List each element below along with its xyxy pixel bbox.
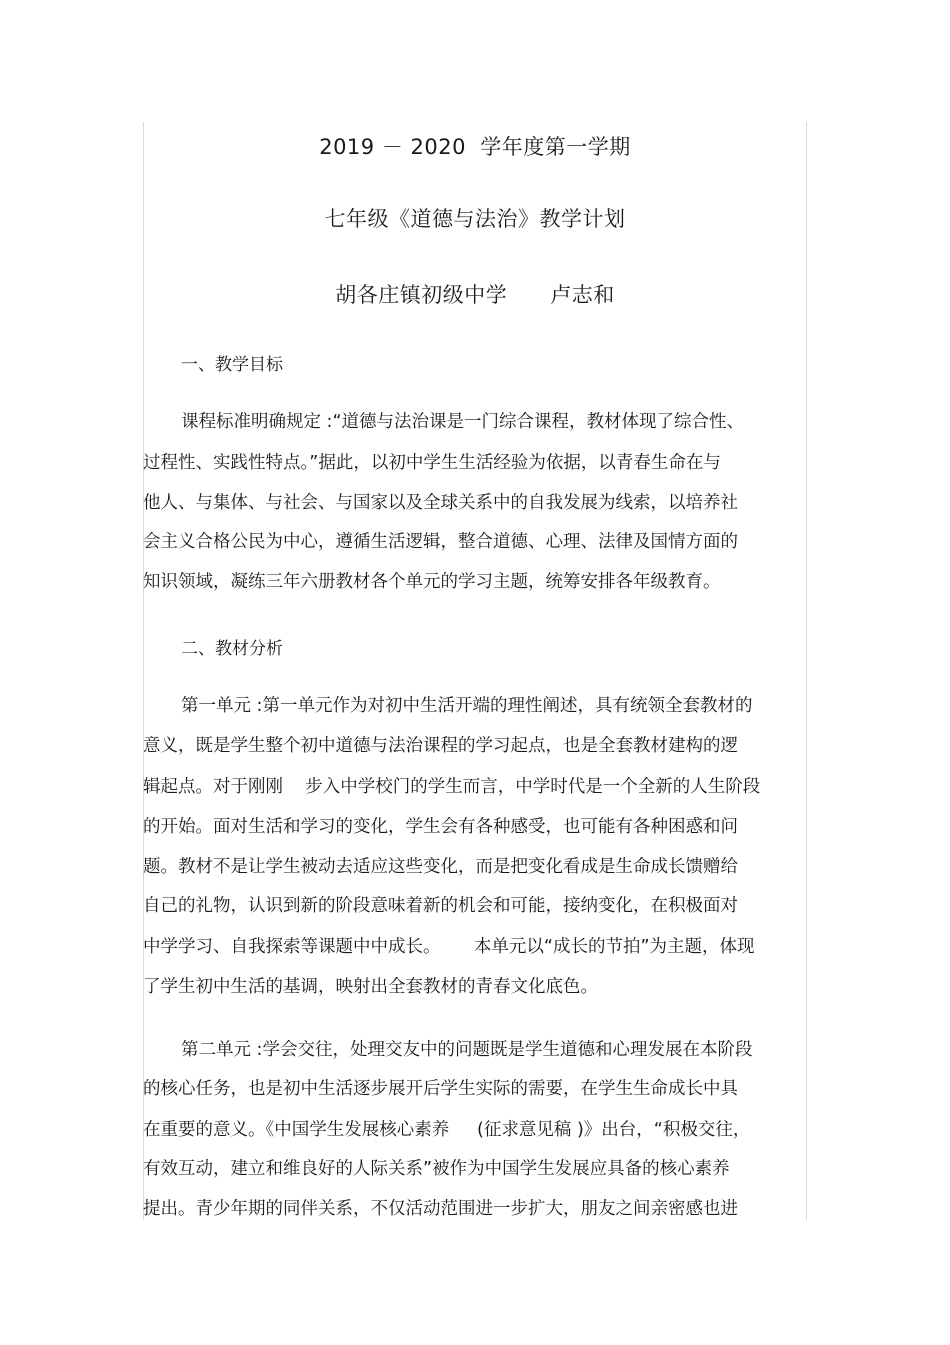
paragraph-line: 意义，既是学生整个初中道德与法治课程的学习起点，也是全套教材建构的逻 <box>143 736 738 756</box>
paragraph-line: 会主义合格公民为中心，遵循生活逻辑，整合道德、心理、法律及国情方面的 <box>143 532 738 552</box>
document-title-year: 2019 － 2020 学年度第一学期 <box>319 135 631 159</box>
paragraph-line: 了学生初中生活的基调，映射出全套教材的青春文化底色。 <box>143 977 598 997</box>
paragraph-line: 题。教材不是让学生被动去适应这些变化，而是把变化看成是生命成长馈赠给 <box>143 857 738 877</box>
paragraph-line: 第二单元 :学会交往，处理交友中的问题既是学生道德和心理发展在本阶段 <box>181 1040 753 1060</box>
document-author: 胡各庄镇初级中学 卢志和 <box>335 283 615 307</box>
document-title-plan: 七年级《道德与法治》教学计划 <box>324 207 626 231</box>
paragraph-line: 的核心任务，也是初中生活逐步展开后学生实际的需要，在学生生命成长中具 <box>143 1079 738 1099</box>
paragraph-line: 在重要的意义。《中国学生发展核心素养 (征求意见稿 )》出台，“积极交往， <box>143 1120 751 1140</box>
paragraph-line: 他人、与集体、与社会、与国家以及全球关系中的自我发展为线索，以培养社 <box>143 493 738 513</box>
paragraph-line: 的开始。面对生活和学习的变化，学生会有各种感受，也可能有各种困惑和问 <box>143 817 738 837</box>
paragraph-line: 中学学习、自我探索等课题中中成长。 本单元以“成长的节拍”为主题，体现 <box>143 937 755 957</box>
paragraph-line: 自己的礼物，认识到新的阶段意味着新的机会和可能，接纳变化，在积极面对 <box>143 896 738 916</box>
paragraph-line: 过程性、实践性特点。”据此，以初中学生生活经验为依据，以青春生命在与 <box>143 453 721 473</box>
paragraph-line: 辑起点。对于刚刚 步入中学校门的学生而言，中学时代是一个全新的人生阶段 <box>143 777 761 797</box>
section-heading-analysis: 二、教材分析 <box>181 639 283 659</box>
paragraph-line: 课程标准明确规定 :“道德与法治课是一门综合课程，教材体现了综合性、 <box>181 412 745 432</box>
paragraph-line: 知识领域，凝练三年六册教材各个单元的学习主题，统筹安排各年级教育。 <box>143 572 721 592</box>
paragraph-line: 提出。青少年期的同伴关系，不仅活动范围进一步扩大，朋友之间亲密感也进 <box>143 1199 738 1219</box>
section-heading-goals: 一、教学目标 <box>181 355 283 375</box>
paragraph-line: 有效互动，建立和维良好的人际关系”被作为中国学生发展应具备的核心素养 <box>143 1159 730 1179</box>
paragraph-line: 第一单元 :第一单元作为对初中生活开端的理性阐述，具有统领全套教材的 <box>181 696 753 716</box>
